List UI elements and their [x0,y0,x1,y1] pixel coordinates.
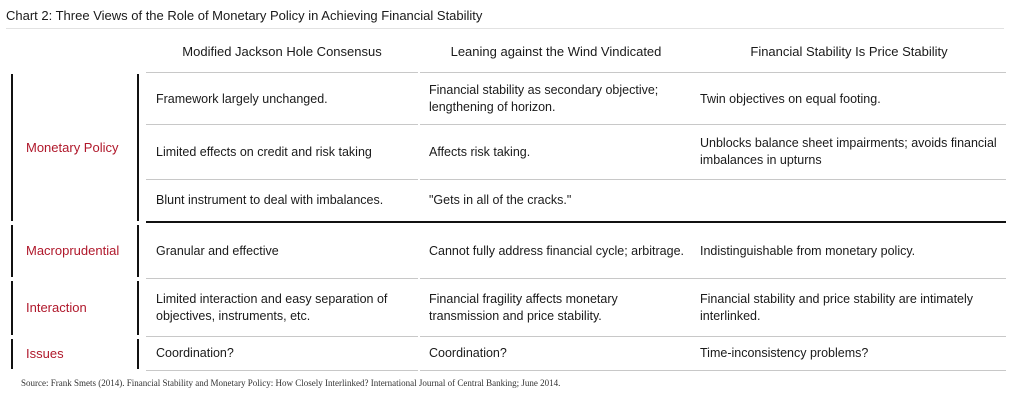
category-bar-macro-left [11,225,13,277]
category-bar-interaction-left [11,281,13,335]
category-bar-interaction-right [137,281,139,335]
table-cell: Coordination? [429,346,507,360]
column-header-price-stability: Financial Stability Is Price Stability [750,44,948,59]
table-cell: Cannot fully address financial cycle; arbitrage. [429,243,684,258]
row-divider [420,72,692,73]
table-cell: Financial fragility affects monetary transmission and price stability. [429,291,618,323]
category-bar-issues-left [11,339,13,369]
table-cell [700,180,1000,221]
column-header-jackson-hole: Modified Jackson Hole Consensus [182,44,382,59]
row-divider [146,370,418,371]
table-cell: Unblocks balance sheet impairments; avoids financial imbalances in upturns [700,136,997,167]
table-cell: Granular and effective [156,243,279,258]
category-label-macroprudential: Macroprudential [26,243,120,258]
category-bar-monetary-left [11,74,13,221]
row-divider [420,370,692,371]
chart-title: Chart 2: Three Views of the Role of Monetary Policy in Achieving Financial Stability [6,8,483,23]
source-note: Source: Frank Smets (2014). Financial Stability and Monetary Policy: How Closely Interlinked? International Journal of Central Banking; June 2014. [21,378,561,388]
table-cell: Blunt instrument to deal with imbalances. [156,193,384,207]
table-cell: Coordination? [156,346,234,360]
section-divider-thick [146,221,1006,223]
category-label-issues: Issues [26,346,64,361]
category-bar-monetary-right [137,74,139,221]
table-cell: Framework largely unchanged. [156,91,328,106]
table-cell: Limited interaction and easy separation of objectives, instruments, etc. [156,291,388,323]
table-cell: Time-inconsistency problems? [700,346,869,360]
column-header-leaning-wind: Leaning against the Wind Vindicated [450,44,662,59]
row-divider [692,72,1006,73]
category-bar-macro-right [137,225,139,277]
table-cell: Indistinguishable from monetary policy. [700,243,916,258]
category-bar-issues-right [137,339,139,369]
title-divider [6,28,1004,29]
table-cell: Limited effects on credit and risk taking [156,144,372,159]
table-cell: "Gets in all of the cracks." [429,193,572,207]
table-cell: Financial stability as secondary objective; lengthening of horizon. [429,83,659,114]
table-cell: Financial stability and price stability are intimately interlinked. [700,291,974,323]
category-label-interaction: Interaction [26,300,87,315]
row-divider [146,72,418,73]
table-cell: Twin objectives on equal footing. [700,91,881,106]
table-cell: Affects risk taking. [429,144,531,159]
row-divider [692,370,1006,371]
category-label-monetary-policy: Monetary Policy [26,140,119,155]
